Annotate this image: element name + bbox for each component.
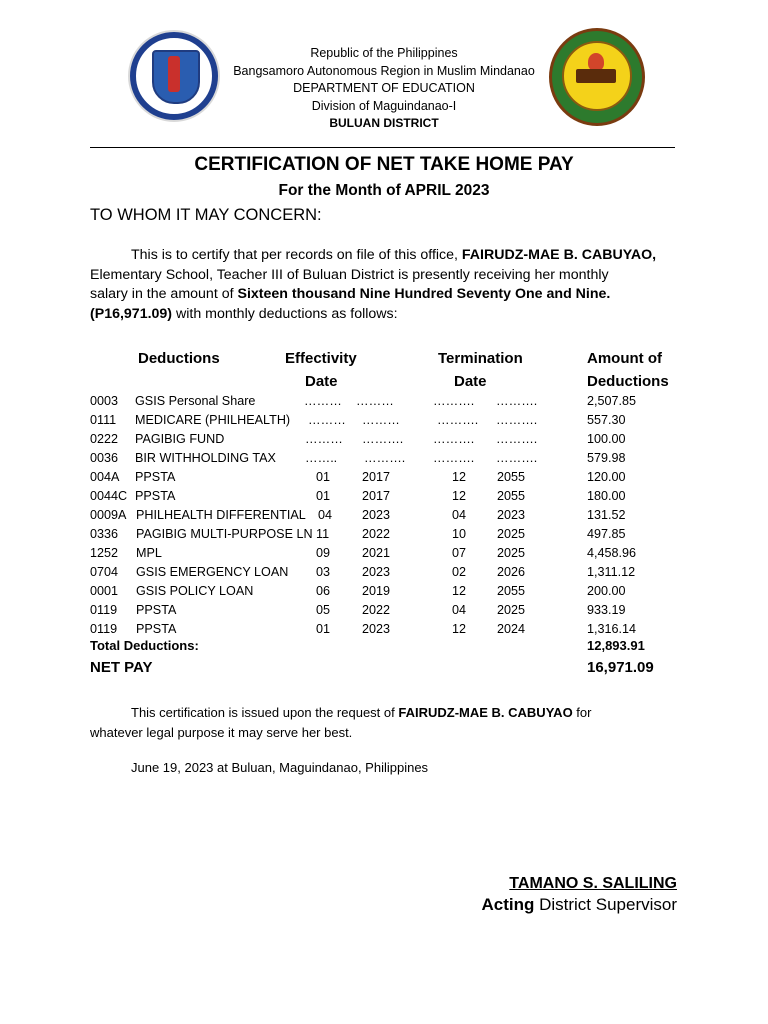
row-term-year: 2025 xyxy=(497,603,526,617)
row-term-month: 02 xyxy=(452,565,467,579)
table-row xyxy=(0,544,768,563)
row-eff-year: 2021 xyxy=(362,546,391,560)
row-term-month: 12 xyxy=(452,489,467,503)
row-code: 0119 xyxy=(90,622,118,636)
closing-paragraph xyxy=(90,703,690,742)
row-term-year: 2055 xyxy=(497,470,526,484)
row-term-month: ………. xyxy=(433,432,475,446)
signatory-title: District Supervisor xyxy=(534,895,677,914)
row-name: BIR WITHHOLDING TAX xyxy=(135,451,276,465)
total-deductions-value: 12,893.91 xyxy=(587,638,645,653)
row-name: PPSTA xyxy=(136,603,177,617)
row-eff-month: …….. xyxy=(305,451,338,465)
col-header-effectivity-date: Date xyxy=(305,373,338,390)
row-eff-year: 2023 xyxy=(362,508,391,522)
row-amount: 2,507.85 xyxy=(587,394,637,408)
header-divider xyxy=(90,147,675,148)
row-amount: 497.85 xyxy=(587,527,626,541)
table-row xyxy=(0,506,768,525)
row-eff-month: 03 xyxy=(316,565,331,579)
row-term-month: 04 xyxy=(452,603,467,617)
row-term-month: ………. xyxy=(437,413,479,427)
body-line2: Elementary School, Teacher III of Buluan District is presently receiving her monthly xyxy=(90,266,609,283)
signatory-name: TAMANO S. SALILING xyxy=(509,875,677,892)
row-eff-month: 01 xyxy=(316,622,331,636)
row-code: 0119 xyxy=(90,603,118,617)
row-eff-year: 2017 xyxy=(362,489,391,503)
row-eff-month: 05 xyxy=(316,603,331,617)
row-eff-month: ……… xyxy=(305,432,343,446)
row-name: MPL xyxy=(136,546,162,560)
row-eff-year: ………. xyxy=(364,451,406,465)
row-eff-month: 04 xyxy=(318,508,333,522)
col-header-deductions: Deductions xyxy=(138,350,220,367)
row-term-year: ………. xyxy=(496,451,538,465)
row-eff-year: 2022 xyxy=(362,603,391,617)
salary-amount-number: (P16,971.09) xyxy=(90,305,173,322)
row-term-year: ………. xyxy=(496,432,538,446)
row-term-month: 10 xyxy=(452,527,467,541)
row-eff-year: ……… xyxy=(362,413,400,427)
row-code: 1252 xyxy=(90,546,119,560)
row-term-month: ………. xyxy=(433,451,475,465)
salary-amount-words: Sixteen thousand Nine Hundred Seventy One and Nine. xyxy=(237,286,611,302)
table-row xyxy=(0,487,768,506)
row-code: 0003 xyxy=(90,394,119,408)
table-row xyxy=(0,449,768,468)
row-amount: 100.00 xyxy=(587,432,626,446)
row-eff-month: ……… xyxy=(308,413,346,427)
row-amount: 933.19 xyxy=(587,603,626,617)
row-term-year: 2055 xyxy=(497,489,526,503)
row-amount: 4,458.96 xyxy=(587,546,637,560)
header-district: BULUAN DISTRICT xyxy=(329,116,439,130)
row-term-month: 07 xyxy=(452,546,467,560)
closing-employee-name: FAIRUDZ-MAE B. CABUYAO xyxy=(398,705,573,720)
col-header-effectivity: Effectivity xyxy=(285,350,357,367)
table-row xyxy=(0,620,768,639)
row-amount: 120.00 xyxy=(587,470,626,484)
row-term-month: 12 xyxy=(452,622,467,636)
row-eff-month: 01 xyxy=(316,470,331,484)
total-deductions-label: Total Deductions: xyxy=(90,638,199,653)
header-region: Bangsamoro Autonomous Region in Muslim Mindanao xyxy=(233,63,535,78)
table-row xyxy=(0,563,768,582)
row-term-year: 2026 xyxy=(497,565,526,579)
row-term-year: 2023 xyxy=(497,508,526,522)
row-eff-month: 06 xyxy=(316,584,331,598)
table-row xyxy=(0,582,768,601)
row-code: 004A xyxy=(90,470,120,484)
employee-name: FAIRUDZ-MAE B. CABUYAO, xyxy=(461,247,657,263)
page-subtitle: For the Month of APRIL 2023 xyxy=(278,182,490,199)
page-title: CERTIFICATION OF NET TAKE HOME PAY xyxy=(194,154,574,175)
row-code: 0036 xyxy=(90,451,119,465)
body-line3: salary in the amount of xyxy=(90,286,238,302)
letterhead xyxy=(0,45,768,133)
row-amount: 1,311.12 xyxy=(587,565,636,579)
row-term-month: 04 xyxy=(452,508,467,522)
row-name: PHILHEALTH DIFFERENTIAL xyxy=(136,508,306,522)
col-header-termination-date: Date xyxy=(454,373,487,390)
table-row xyxy=(0,411,768,430)
col-header-amount: Amount of xyxy=(587,350,662,367)
row-name: GSIS Personal Share xyxy=(135,394,256,408)
row-eff-month: 11 xyxy=(316,527,330,541)
row-code: 0222 xyxy=(90,432,119,446)
row-eff-month: 09 xyxy=(316,546,331,560)
closing-line2: whatever legal purpose it may serve her best. xyxy=(90,724,353,740)
row-term-month: 12 xyxy=(452,470,467,484)
row-eff-year: 2023 xyxy=(362,565,391,579)
row-name: GSIS POLICY LOAN xyxy=(136,584,254,598)
signatory-title-acting: Acting xyxy=(481,895,535,914)
row-code: 0111 xyxy=(90,413,117,427)
header-division: Division of Maguindanao-I xyxy=(311,98,457,113)
row-eff-year: 2019 xyxy=(362,584,391,598)
col-header-amount-deductions: Deductions xyxy=(587,373,669,390)
row-term-year: ………. xyxy=(496,394,538,408)
net-pay-value: 16,971.09 xyxy=(587,659,654,676)
row-name: PAGIBIG MULTI-PURPOSE LN xyxy=(136,527,313,541)
row-term-month: 12 xyxy=(452,584,467,598)
row-amount: 557.30 xyxy=(587,413,626,427)
row-eff-year: 2023 xyxy=(362,622,391,636)
row-amount: 1,316.14 xyxy=(587,622,637,636)
closing-intro: This certification is issued upon the request of xyxy=(131,705,399,720)
row-term-year: 2024 xyxy=(497,622,526,636)
table-row xyxy=(0,430,768,449)
header-republic: Republic of the Philippines xyxy=(310,46,458,60)
issue-date-line: June 19, 2023 at Buluan, Maguindanao, Philippines xyxy=(131,760,429,775)
row-code: 0001 xyxy=(90,584,119,598)
net-pay-label: NET PAY xyxy=(90,659,153,676)
row-name: PAGIBIG FUND xyxy=(135,432,225,446)
row-amount: 131.52 xyxy=(587,508,626,522)
row-name: PPSTA xyxy=(135,489,176,503)
row-eff-month: 01 xyxy=(316,489,331,503)
row-eff-year: ………. xyxy=(362,432,404,446)
salutation: TO WHOM IT MAY CONCERN: xyxy=(90,206,322,224)
header-department: DEPARTMENT OF EDUCATION xyxy=(293,81,475,95)
row-code: 0044C xyxy=(90,489,128,503)
col-header-termination: Termination xyxy=(438,350,523,367)
row-name: PPSTA xyxy=(136,622,177,636)
row-code: 0336 xyxy=(90,527,119,541)
closing-for: for xyxy=(572,705,592,720)
table-row xyxy=(0,525,768,544)
table-row xyxy=(0,601,768,620)
deductions-table xyxy=(0,392,768,639)
body-intro: This is to certify that per records on file of this office, xyxy=(131,247,462,263)
table-row xyxy=(0,468,768,487)
row-name: MEDICARE (PHILHEALTH) xyxy=(135,413,291,427)
row-term-year: 2025 xyxy=(497,527,526,541)
row-name: GSIS EMERGENCY LOAN xyxy=(136,565,289,579)
row-eff-year: 2022 xyxy=(362,527,391,541)
row-term-year: 2025 xyxy=(497,546,526,560)
body-line4: with monthly deductions as follows: xyxy=(172,305,398,322)
row-eff-year: 2017 xyxy=(362,470,391,484)
row-eff-month: ……… xyxy=(304,394,342,408)
table-row xyxy=(0,392,768,411)
row-name: PPSTA xyxy=(135,470,176,484)
row-term-year: 2055 xyxy=(497,584,526,598)
row-code: 0009A xyxy=(90,508,127,522)
row-amount: 579.98 xyxy=(587,451,626,465)
row-term-year: ………. xyxy=(496,413,538,427)
certification-paragraph xyxy=(90,246,690,324)
row-code: 0704 xyxy=(90,565,119,579)
row-eff-year: ……… xyxy=(356,394,394,408)
row-amount: 180.00 xyxy=(587,489,626,503)
row-amount: 200.00 xyxy=(587,584,626,598)
row-term-month: ………. xyxy=(433,394,475,408)
signature-block xyxy=(481,875,677,915)
